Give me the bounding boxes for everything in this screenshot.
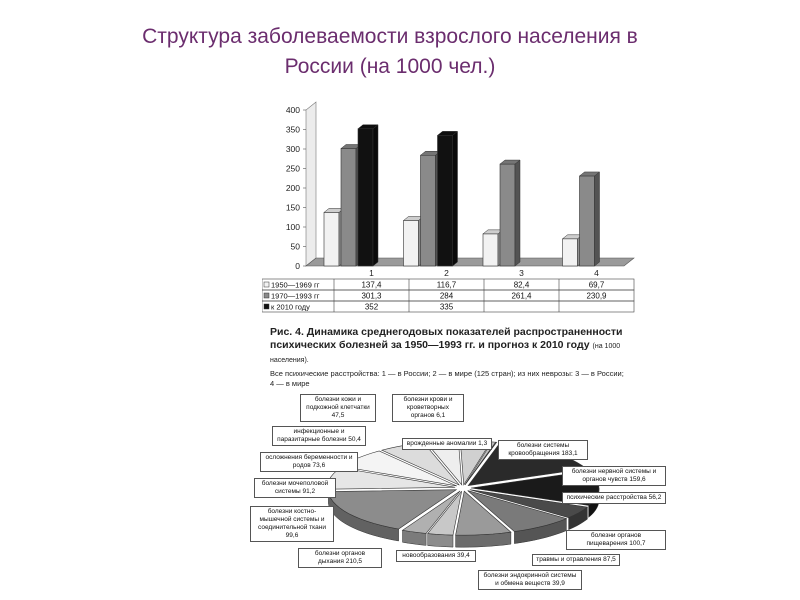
y-tick-label: 400 (285, 105, 300, 115)
pie-label-tumor: новообразования 39,4 (396, 550, 476, 562)
data-label: 69,7 (588, 280, 605, 290)
pie-label-infect: инфекционные и паразитарные болезни 50,4 (272, 426, 366, 446)
data-label: 301,3 (361, 291, 382, 301)
bar (438, 131, 458, 266)
legend-row (262, 290, 634, 301)
bar-front (404, 220, 419, 266)
bar (500, 160, 520, 266)
pie-label-resp: болезни органов дыхания 210,5 (298, 548, 382, 568)
pie-label-nerv: болезни нервной системы и органов чувств 159,6 (562, 466, 666, 486)
data-label: 230,9 (586, 291, 607, 301)
y-tick-label: 300 (285, 144, 300, 154)
legend-swatch (264, 304, 269, 309)
caption-main-small: (на 1000 населения). (270, 343, 621, 364)
pie-label-urin: болезни мочеполовой системы 91,2 (254, 478, 336, 498)
bar-front (324, 212, 339, 266)
caption-main: Рис. 4. Динамика среднегодовых показателей распространенности психических болезней за 1950—1993 гг. и прогноз к 2010 году (270, 326, 623, 351)
y-tick-label: 350 (285, 124, 300, 135)
bar-front (580, 176, 595, 266)
pie-label-blood: болезни крови и кроветворных органов 6,1 (392, 394, 464, 422)
bar (580, 172, 600, 266)
bar-side (453, 131, 458, 266)
legend-row (262, 279, 634, 290)
caption-note-line2: 4 — в мире (270, 379, 310, 388)
bar-front (483, 234, 498, 266)
bar-front (438, 135, 453, 266)
y-tick-label: 200 (285, 183, 300, 193)
y-tick-label: 150 (285, 202, 300, 213)
pie-label-circ: болезни системы кровообращения 183,1 (498, 440, 588, 460)
bar-side (595, 172, 600, 266)
data-label: 352 (364, 302, 379, 312)
bar-front (500, 164, 515, 266)
caption-note-line1: Все психические расстройства: 1 — в России; 2 — в мире (125 стран); из них неврозы: 3 — в России; (270, 369, 624, 378)
x-tick-label: 2 (444, 268, 449, 278)
pie-label-trauma: травмы и отравления 87,5 (532, 554, 620, 566)
data-label: 284 (439, 291, 454, 301)
bar-side (373, 125, 378, 266)
bar-front (358, 129, 373, 266)
legend-entry: 1950—1969 гг (271, 280, 320, 290)
bar-chart (262, 100, 642, 320)
data-label: 82,4 (513, 280, 530, 290)
data-label: 116,7 (436, 280, 457, 290)
pie-label-endo: болезни эндокринной системы и обмена веществ 39,9 (478, 570, 582, 590)
pie-label-musc: болезни костно-мышечной системы и соединительной ткани 99,6 (250, 506, 334, 542)
pie-slice-side (428, 534, 453, 548)
x-tick-label: 3 (519, 268, 524, 278)
legend-entry: к 2010 году (271, 302, 310, 312)
bar (358, 125, 378, 266)
data-label: 335 (439, 302, 454, 312)
bar-side (515, 160, 520, 266)
slide-title-line2: России (на 1000 чел.) (284, 55, 496, 78)
y-tick-label: 100 (285, 222, 300, 232)
pie-label-digest: болезни органов пищеварения 100,7 (566, 530, 666, 550)
y-tick-label: 50 (290, 241, 300, 252)
data-label: 137,4 (361, 280, 382, 290)
slide-title (110, 22, 670, 82)
legend-row (262, 301, 634, 312)
x-tick-label: 1 (369, 268, 374, 278)
pie-label-congen: врожденные аномалии 1,3 (402, 438, 492, 450)
bar-front (341, 148, 356, 266)
legend-swatch (264, 282, 269, 287)
slide-title-line1: Структура заболеваемости взрослого населения в (142, 25, 638, 48)
data-label: 261,4 (511, 291, 532, 301)
pie-label-preg: осложнения беременности и родов 73,6 (260, 452, 358, 472)
legend-entry: 1970—1993 гг (271, 291, 320, 301)
y-tick-label: 0 (295, 261, 300, 271)
pie-label-skin: болезни кожи и подкожной клетчатки 47,5 (300, 394, 376, 422)
table-header (369, 268, 599, 278)
legend-swatch (264, 293, 269, 298)
x-tick-label: 4 (594, 268, 599, 278)
pie-label-psych: психические расстройства 56,2 (562, 492, 666, 504)
bar-front (421, 155, 436, 266)
y-tick-label: 250 (285, 163, 300, 174)
side-wall (306, 102, 316, 266)
bar-front (563, 239, 578, 266)
